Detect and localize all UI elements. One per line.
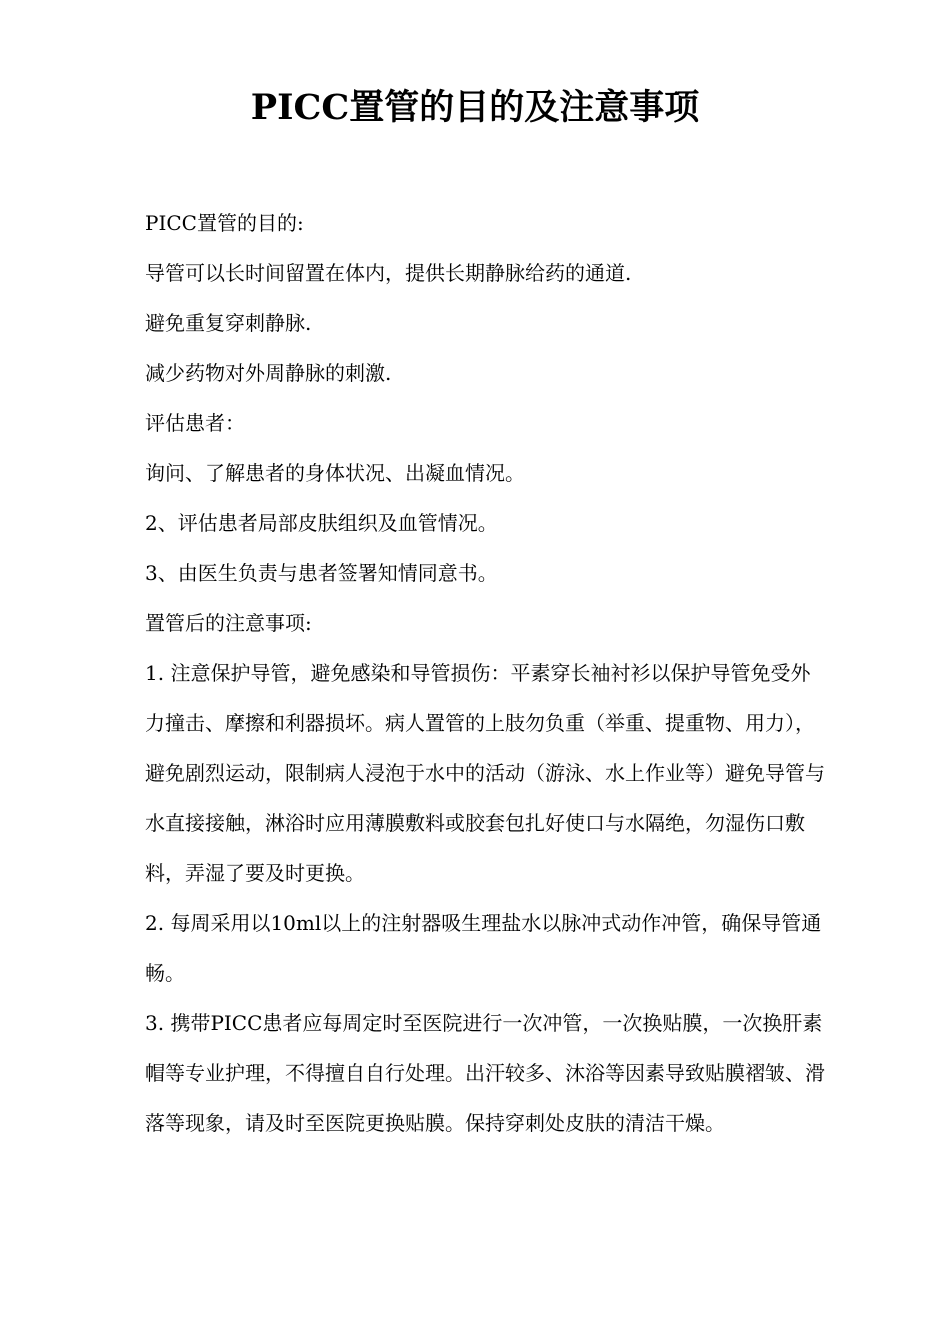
purpose-item: 减少药物对外周静脉的刺激. xyxy=(145,361,392,385)
assessment-item: 询问、了解患者的身体状况、出凝血情况。 xyxy=(145,461,525,485)
section-heading-assessment: 评估患者： xyxy=(145,411,245,435)
precaution-item: 2. 每周采用以10ml以上的注射器吸生理盐水以脉冲式动作冲管，确保导管通畅。 xyxy=(145,911,822,985)
document-body xyxy=(145,198,825,1148)
section-heading-purpose: PICC置管的目的: xyxy=(145,211,304,235)
precaution-item: 1. 注意保护导管，避免感染和导管损伤：平素穿长袖衬衫以保护导管免受外力撞击、摩擦和利器损坏。病人置管的上肢勿负重（举重、提重物、用力），避免剧烈运动，限制病人浸泡于水中的活动（游泳、水上作业等）避免导管与水直接接触，淋浴时应用薄膜敷料或胶套包扎好使口与水隔绝，勿湿伤口敷料，弄湿了要及时更换。 xyxy=(145,661,825,885)
precaution-item: 3. 携带PICC患者应每周定时至医院进行一次冲管，一次换贴膜，一次换肝素帽等专业护理，不得擅自自行处理。出汗较多、沐浴等因素导致贴膜褶皱、滑落等现象，请及时至医院更换贴膜。保持穿刺处皮肤的清洁干燥。 xyxy=(145,1011,825,1135)
section-heading-precautions: 置管后的注意事项: xyxy=(145,611,312,635)
purpose-item: 导管可以长时间留置在体内，提供长期静脉给药的通道. xyxy=(145,261,632,285)
purpose-item: 避免重复穿刺静脉. xyxy=(145,311,312,335)
assessment-item: 3、由医生负责与患者签署知情同意书。 xyxy=(145,561,498,585)
document-title: PICC置管的目的及注意事项 xyxy=(250,87,700,128)
assessment-item: 2、评估患者局部皮肤组织及血管情况。 xyxy=(145,511,498,535)
